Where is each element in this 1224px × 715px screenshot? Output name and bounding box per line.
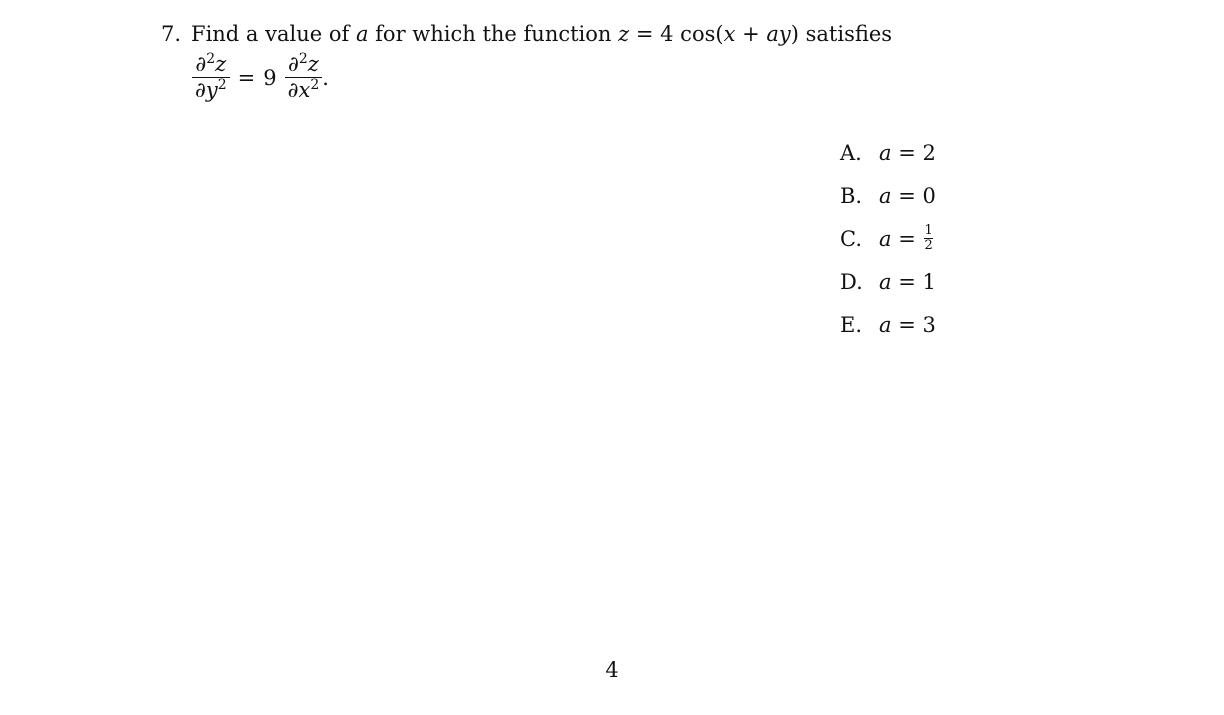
- choice-value: a = 3: [879, 312, 936, 337]
- choice-value: a = 0: [879, 183, 936, 208]
- answer-choices: [840, 131, 936, 346]
- lhs-numerator: ∂$^2$z: [195, 51, 227, 76]
- coefficient: 9: [263, 65, 277, 90]
- choice-value: a = 2: [879, 140, 936, 165]
- rhs-fraction: [285, 52, 323, 103]
- choice-e[interactable]: [840, 303, 936, 346]
- equation-period: .: [322, 65, 329, 90]
- question-text-part: for which the function: [368, 22, 619, 46]
- question-text-part: satisfies: [798, 22, 893, 46]
- page-number: 4: [605, 658, 619, 682]
- fraction-one-half: $\frac{1}{2}$: [924, 223, 933, 253]
- rhs-denominator: $\partial x^2$: [287, 77, 320, 102]
- variable-a: a: [355, 22, 369, 46]
- choice-letter: A.: [840, 140, 862, 165]
- choice-value: a = 1: [879, 269, 936, 294]
- choice-letter: D.: [840, 269, 863, 294]
- function-variable-z: z: [618, 22, 630, 46]
- function-close-paren: ): [790, 22, 799, 46]
- question-text: [161, 20, 892, 48]
- question-text-part: Find a value of: [191, 22, 356, 46]
- choice-letter: C.: [840, 226, 862, 251]
- choice-value: a = $\frac{1}{2}$: [879, 223, 933, 253]
- function-definition: = 4 cos(: [629, 22, 724, 46]
- choice-letter: B.: [840, 183, 863, 208]
- equals-sign: =: [237, 65, 256, 90]
- lhs-denominator: $\partial y^2$: [195, 77, 227, 102]
- choice-d[interactable]: [840, 260, 936, 303]
- choice-c[interactable]: [840, 217, 936, 260]
- function-arguments: x + ay: [723, 22, 791, 46]
- choice-b[interactable]: [840, 174, 936, 217]
- rhs-numerator: ∂$^2$z: [288, 51, 319, 76]
- lhs-fraction: [192, 52, 230, 103]
- pde-equation: [192, 52, 329, 103]
- question-number: 7.: [161, 22, 182, 46]
- choice-a[interactable]: [840, 131, 936, 174]
- choice-letter: E.: [840, 312, 863, 337]
